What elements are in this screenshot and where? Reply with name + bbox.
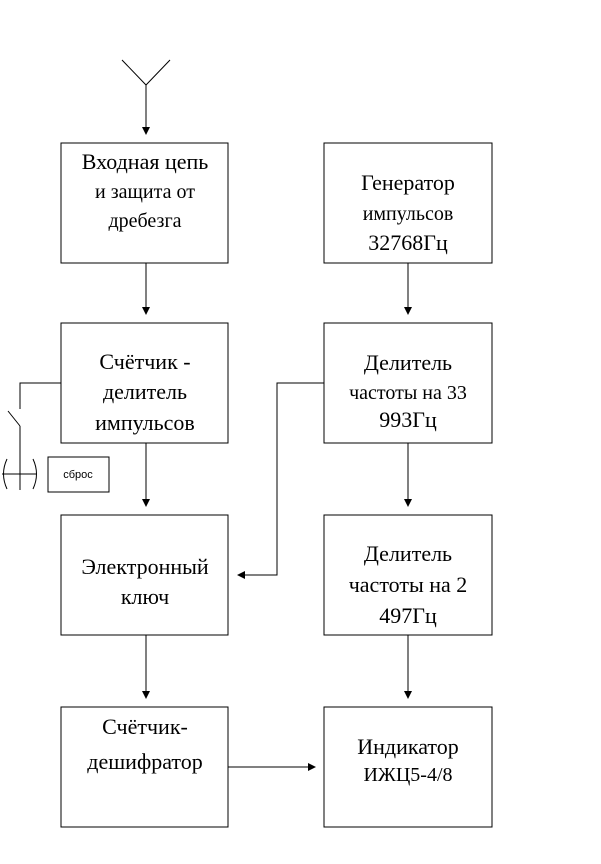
counter-divider-block	[61, 323, 228, 443]
divider-2-line-2: частоты на 2	[348, 572, 468, 597]
divider-2-line-1: Делитель	[363, 541, 453, 566]
arrow-divider33-to-switch	[238, 383, 324, 575]
pulse-generator-line-3: 32768Гц	[368, 230, 448, 255]
antenna-icon	[122, 60, 170, 134]
indicator-block	[324, 707, 492, 827]
divider-33-line-2: частоты на 33	[349, 382, 467, 404]
counter-divider-line-2: делитель	[102, 379, 188, 404]
counter-divider-line-1: Счётчик -	[99, 349, 191, 374]
input-circuit-block	[61, 143, 228, 263]
counter-decoder-line-2: дешифратор	[87, 749, 203, 774]
input-circuit-line-2: и защита от	[95, 181, 195, 203]
divider-33-block	[324, 323, 492, 443]
divider-2-block	[324, 515, 492, 635]
pulse-generator-line-2: импульсов	[362, 203, 454, 225]
counter-decoder-line-1: Счётчик-	[102, 714, 188, 739]
electronic-switch-block	[61, 515, 228, 635]
divider-2-line-3: 497Гц	[379, 603, 437, 628]
pulse-generator-block	[324, 143, 492, 263]
input-circuit-line-3: дребезга	[108, 210, 182, 232]
counter-decoder-block	[61, 707, 228, 827]
reset-wire	[20, 383, 61, 409]
indicator-line-1: Индикатор	[357, 734, 459, 759]
electronic-switch-line-1: Электронный	[81, 554, 209, 579]
divider-33-line-1: Делитель	[363, 350, 453, 375]
pulse-generator-line-1: Генератор	[361, 170, 455, 195]
reset-label: сброс	[63, 469, 93, 481]
switch-contact-icon	[8, 411, 20, 426]
indicator-line-2: ИЖЦ5-4/8	[363, 764, 453, 786]
input-circuit-line-1: Входная цепь	[81, 149, 209, 174]
electronic-switch-line-2: ключ	[120, 584, 170, 609]
divider-33-line-3: 993Гц	[379, 407, 437, 432]
counter-divider-line-3: импульсов	[95, 410, 195, 435]
